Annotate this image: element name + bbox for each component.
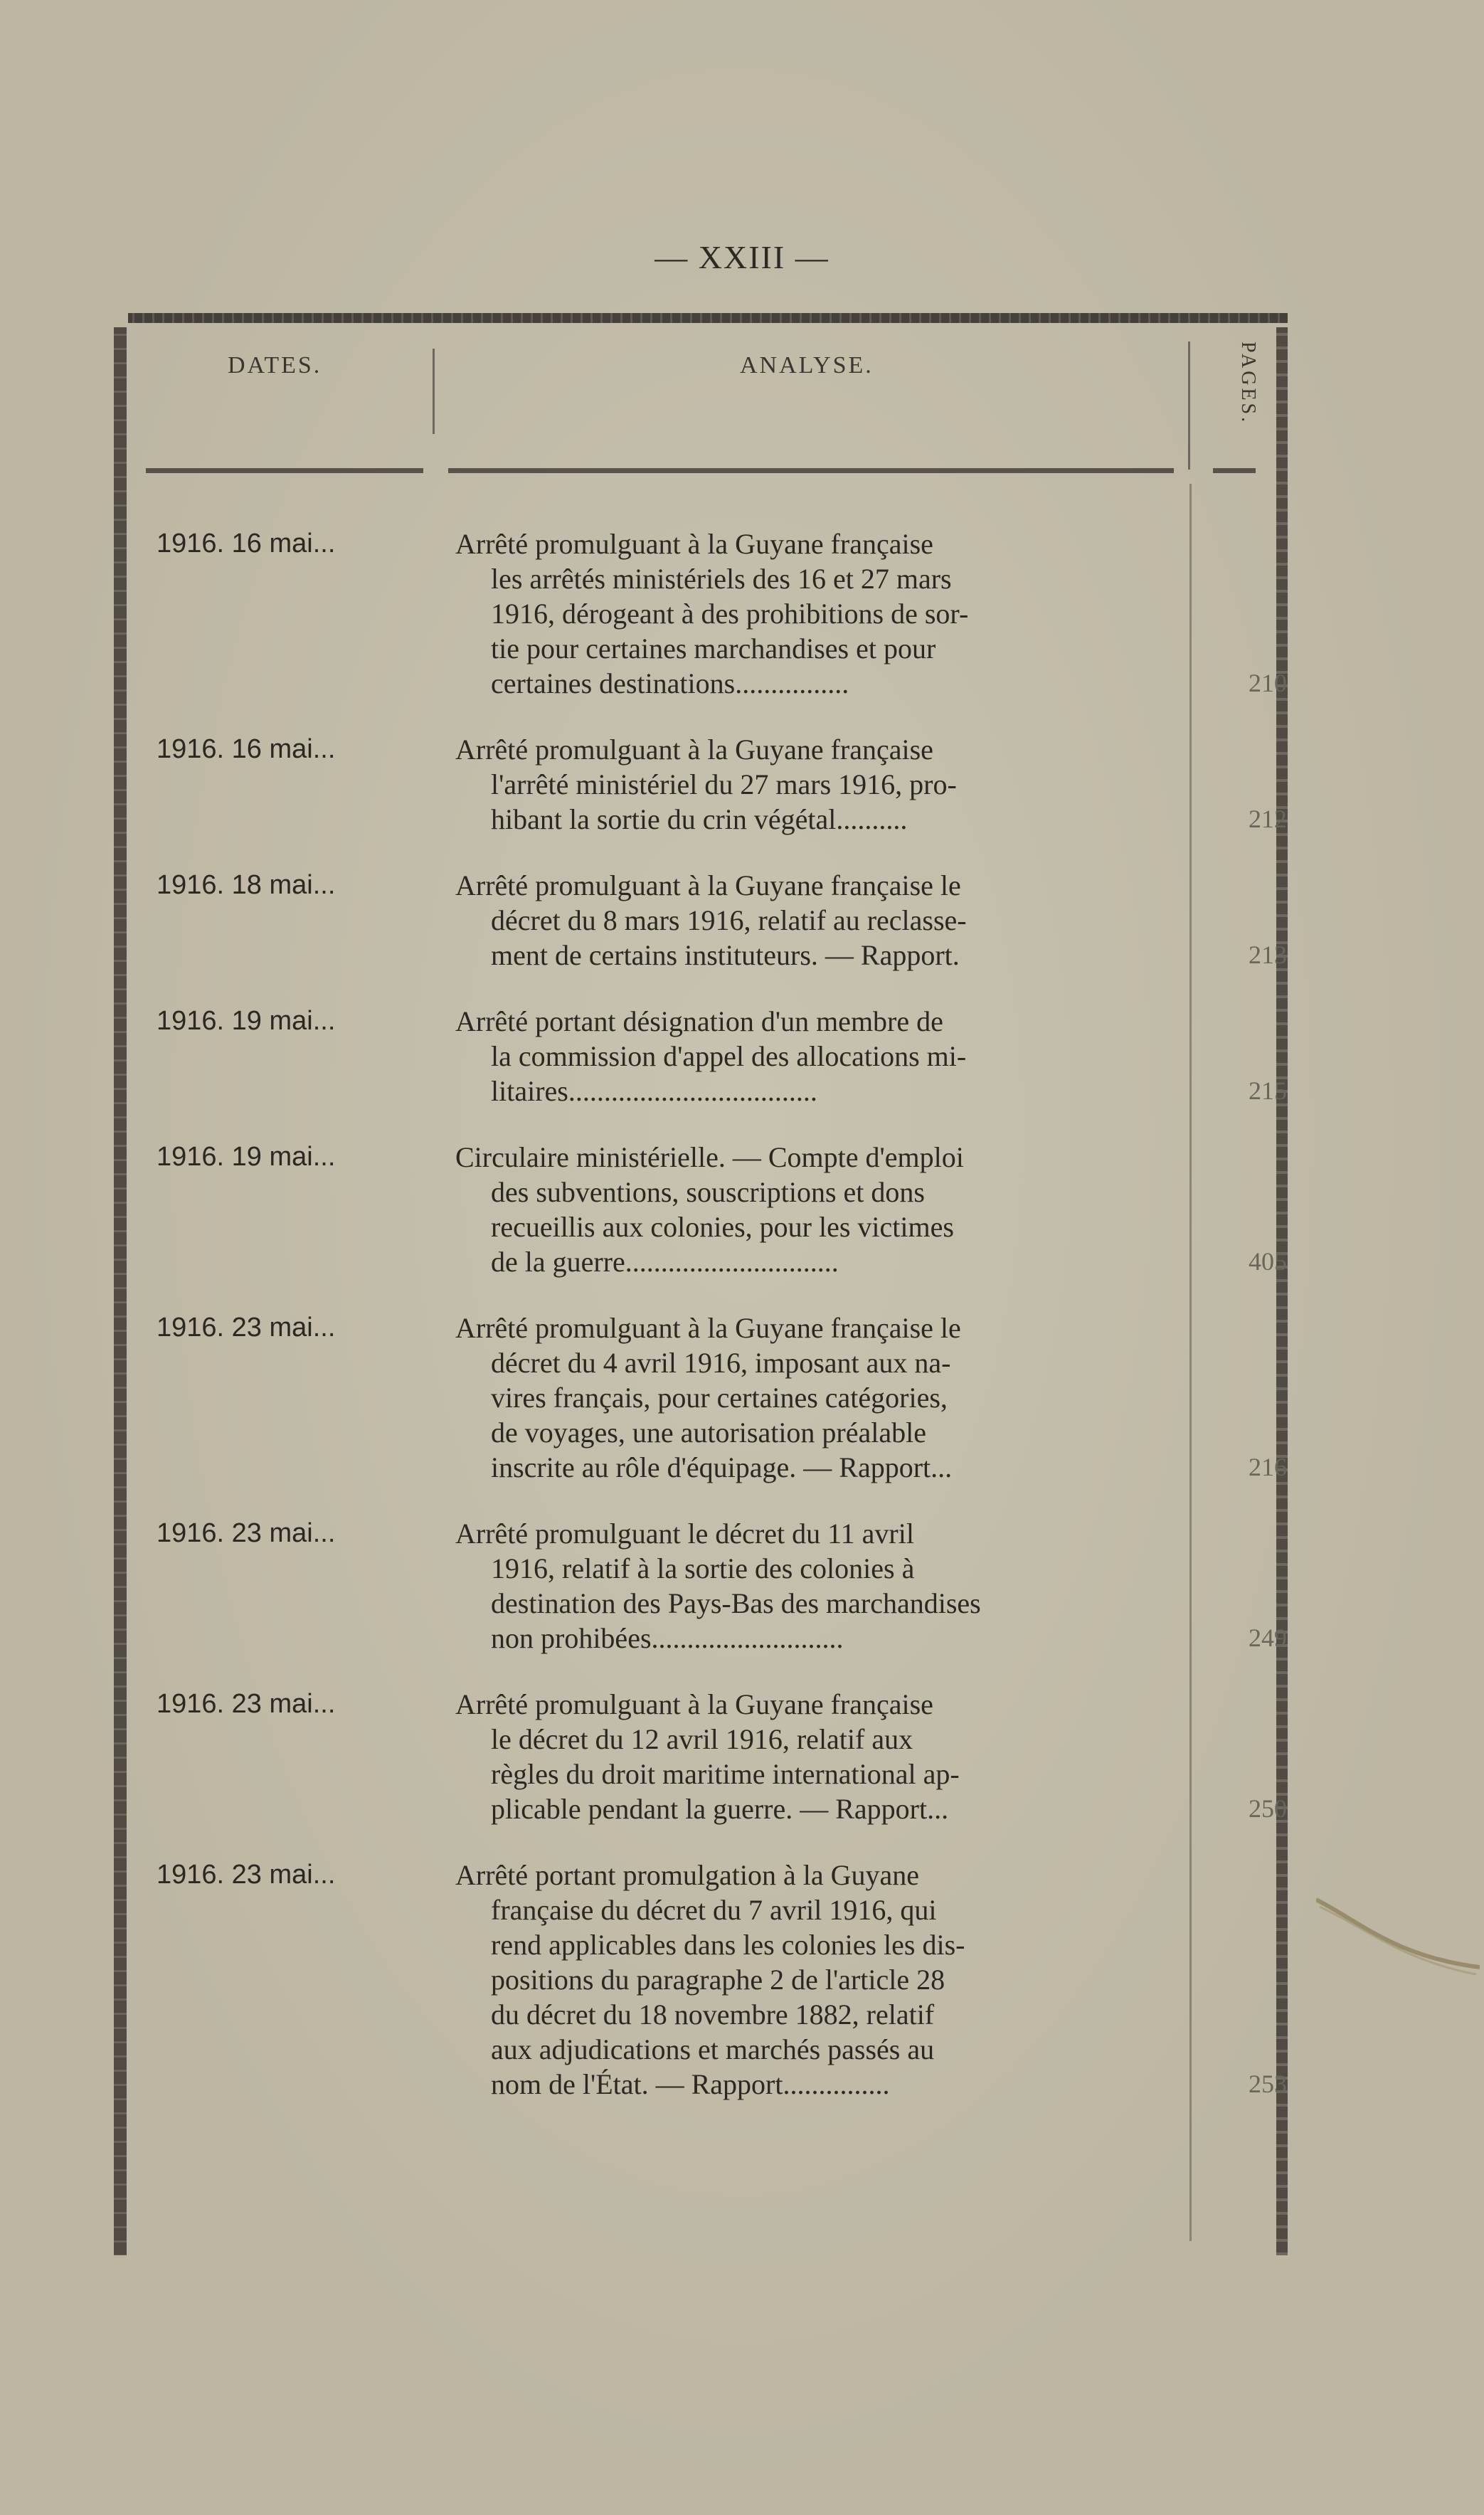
paper-strip-stain (1316, 1892, 1480, 1978)
entry-date: 1916. 18 mai... (157, 870, 336, 900)
top-border-rule (128, 313, 1288, 323)
entry-date: 1916. 19 mai... (157, 1006, 336, 1036)
toc-entry (157, 1140, 1287, 1279)
entry-line: règles du droit maritime international ap- (491, 1758, 960, 1790)
entry-page-number: 215 (1249, 1076, 1287, 1105)
entry-line: hibant la sortie du crin végétal.......... (491, 803, 908, 835)
entry-line: décret du 4 avril 1916, imposant aux na- (491, 1347, 951, 1379)
entry-analysis (455, 732, 1202, 837)
toc-entry (157, 868, 1287, 973)
entry-line: 1916, dérogeant à des prohibitions de sor- (491, 598, 969, 630)
entry-line: française du décret du 7 avril 1916, qui (491, 1894, 937, 1926)
entry-line: aux adjudications et marchés passés au (491, 2033, 935, 2065)
header-rule-dates (146, 468, 423, 473)
entry-page-number: 249 (1249, 1624, 1287, 1652)
toc-entry (157, 1858, 1287, 2102)
entry-line: litaires................................... (491, 1075, 817, 1107)
entry-line: positions du paragraphe 2 de l'article 28 (491, 1964, 945, 1996)
header-divider-left (433, 349, 435, 434)
entry-line: 1916, relatif à la sortie des colonies à (491, 1552, 915, 1584)
entry-line: tie pour certaines marchandises et pour (491, 632, 936, 665)
entry-date: 1916. 23 mai... (157, 1860, 336, 1890)
entry-line: recueillis aux colonies, pour les victimes (491, 1211, 954, 1243)
toc-entry (157, 1516, 1287, 1656)
entry-line: nom de l'État. — Rapport............... (491, 2068, 890, 2100)
entry-line: du décret du 18 novembre 1882, relatif (491, 1998, 935, 2030)
entry-page-number: 213 (1249, 941, 1287, 969)
entry-line: la commission d'appel des allocations mi- (491, 1040, 967, 1072)
entry-line: Arrêté portant désignation d'un membre de (455, 1005, 943, 1037)
entry-line: Arrêté promulguant le décret du 11 avril (455, 1518, 914, 1550)
entry-analysis (455, 1140, 1202, 1279)
entry-line: destination des Pays-Bas des marchandises (491, 1587, 981, 1619)
entry-line: Arrêté promulguant à la Guyane française le (455, 869, 961, 901)
entry-page-number: 250 (1249, 1794, 1287, 1823)
entry-line: Circulaire ministérielle. — Compte d'emploi (455, 1141, 964, 1173)
entry-line: décret du 8 mars 1916, relatif au reclasse- (491, 904, 967, 936)
entry-line: inscrite au rôle d'équipage. — Rapport... (491, 1451, 953, 1483)
entry-line: certaines destinations................ (491, 667, 849, 699)
entry-page-number: 405 (1249, 1247, 1287, 1276)
entry-line: Arrêté promulguant à la Guyane française (455, 528, 933, 560)
entry-line: plicable pendant la guerre. — Rapport... (491, 1793, 949, 1825)
entry-line: le décret du 12 avril 1916, relatif aux (491, 1723, 913, 1755)
entry-line: vires français, pour certaines catégories, (491, 1382, 948, 1414)
column-header-analyse: ANALYSE. (740, 352, 874, 378)
entry-analysis (455, 1311, 1202, 1485)
entry-line: Arrêté portant promulgation à la Guyane (455, 1859, 919, 1891)
entry-page-number: 210 (1249, 669, 1287, 697)
entry-analysis (455, 868, 1202, 973)
entry-line: de voyages, une autorisation préalable (491, 1417, 926, 1449)
entry-line: Arrêté promulguant à la Guyane française (455, 1688, 933, 1720)
entry-line: l'arrêté ministériel du 27 mars 1916, pro- (491, 768, 957, 800)
toc-entry (157, 1311, 1287, 1485)
table-frame (114, 313, 1288, 2255)
entry-analysis (455, 1858, 1202, 2102)
entry-date: 1916. 16 mai... (157, 734, 336, 764)
entry-line: les arrêtés ministériels des 16 et 27 mars (491, 563, 952, 595)
left-border-rule (114, 327, 127, 2255)
header-divider-right (1188, 341, 1190, 470)
entry-date: 1916. 19 mai... (157, 1142, 336, 1172)
entry-line: ment de certains instituteurs. — Rapport. (491, 939, 960, 971)
entry-date: 1916. 23 mai... (157, 1518, 336, 1548)
entry-analysis (455, 1687, 1202, 1826)
header-rule-pages (1213, 468, 1256, 473)
entry-line: Arrêté promulguant à la Guyane française (455, 734, 933, 766)
entry-page-number: 212 (1249, 805, 1287, 833)
entry-date: 1916. 16 mai... (157, 529, 336, 558)
entry-line: des subventions, souscriptions et dons (491, 1176, 925, 1208)
entry-page-number: 253 (1249, 2070, 1287, 2098)
entry-line: rend applicables dans les colonies les dis- (491, 1929, 965, 1961)
toc-entry (157, 732, 1287, 837)
column-header-dates: DATES. (228, 352, 322, 378)
entry-analysis (455, 526, 1202, 701)
entry-date: 1916. 23 mai... (157, 1313, 336, 1343)
header-rule-analyse (448, 468, 1174, 473)
entry-line: Arrêté promulguant à la Guyane française le (455, 1312, 961, 1344)
entry-analysis (455, 1004, 1202, 1108)
entry-page-number: 216 (1249, 1453, 1287, 1481)
entry-line: de la guerre.............................. (491, 1246, 839, 1278)
toc-entry (157, 526, 1287, 701)
toc-entry (157, 1004, 1287, 1108)
page-folio: — XXIII — (654, 239, 830, 275)
right-border-rule (1276, 327, 1288, 2255)
toc-entry (157, 1687, 1287, 1826)
column-header-pages: PAGES. (1237, 341, 1259, 425)
entry-analysis (455, 1516, 1202, 1656)
entry-line: non prohibées........................... (491, 1622, 844, 1654)
entry-date: 1916. 23 mai... (157, 1689, 336, 1719)
